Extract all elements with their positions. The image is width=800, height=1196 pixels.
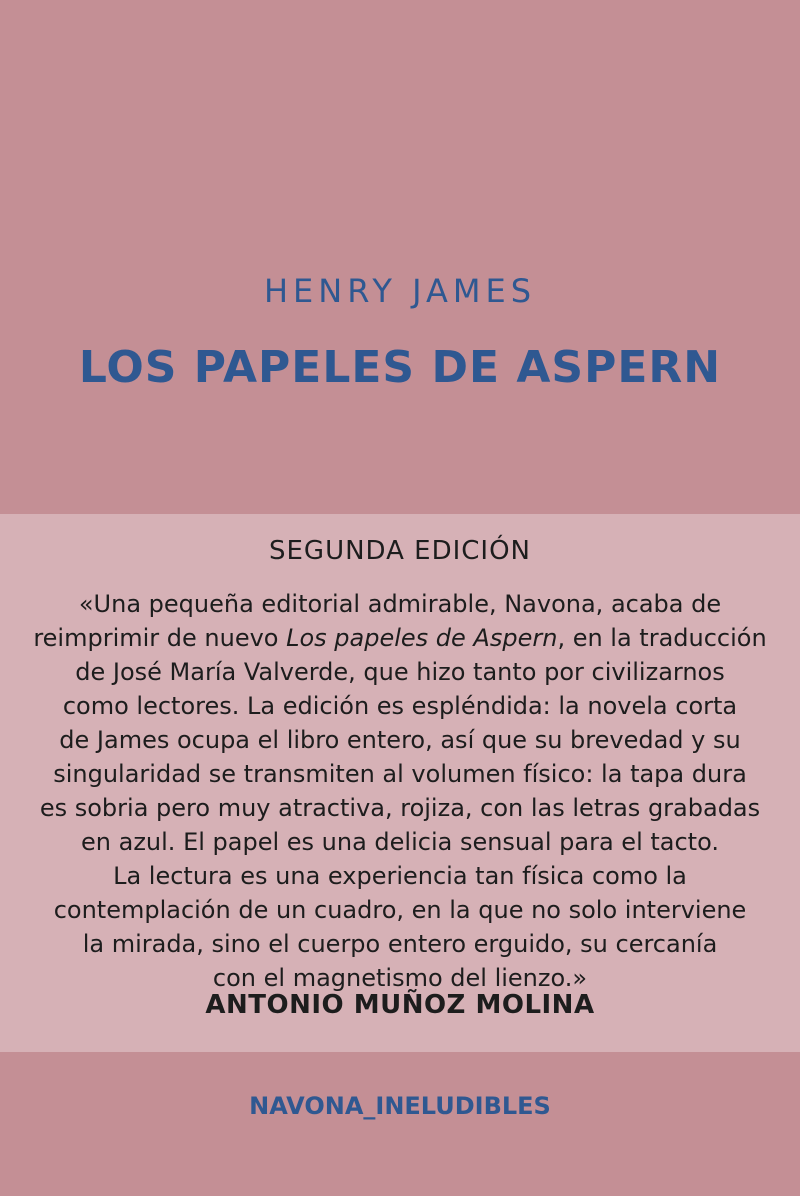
- quote-line: de James ocupa el libro entero, así que su brevedad y su: [59, 726, 741, 754]
- quote-line: con el magnetismo del lienzo.»: [212, 964, 588, 992]
- quote-line: contemplación de un cuadro, en la que no solo interviene: [53, 896, 747, 924]
- edition-label: SEGUNDA EDICIÓN: [268, 536, 532, 566]
- quoted-title: Los papeles de Aspern: [286, 624, 558, 652]
- quote-line: en azul. El papel es una delicia sensual para el tacto.: [81, 828, 719, 856]
- book-title: LOS PAPELES DE ASPERN: [78, 342, 722, 393]
- quote-line: como lectores. La edición es espléndida: la novela corta: [62, 692, 738, 720]
- cover-top-panel: [0, 0, 800, 514]
- quote-line: «Una pequeña editorial admirable, Navona, acaba de: [78, 590, 722, 618]
- quote-line: La lectura es una experiencia tan física como la: [113, 862, 687, 890]
- series-name: NAVONA_INELUDIBLES: [249, 1092, 551, 1120]
- quote-line: de José María Valverde, que hizo tanto por civilizarnos: [75, 658, 725, 686]
- review-quote: [0, 587, 800, 995]
- quote-line: reimprimir de nuevo Los papeles de Aspern, en la traducción: [33, 624, 767, 652]
- quote-line: singularidad se transmiten al volumen físico: la tapa dura: [53, 760, 747, 788]
- author-name: HENRY JAMES: [263, 272, 537, 310]
- quote-line: la mirada, sino el cuerpo entero erguido, su cercanía: [82, 930, 718, 958]
- quote-line: es sobria pero muy atractiva, rojiza, con las letras grabadas: [39, 794, 761, 822]
- quote-author: ANTONIO MUÑOZ MOLINA: [205, 990, 595, 1020]
